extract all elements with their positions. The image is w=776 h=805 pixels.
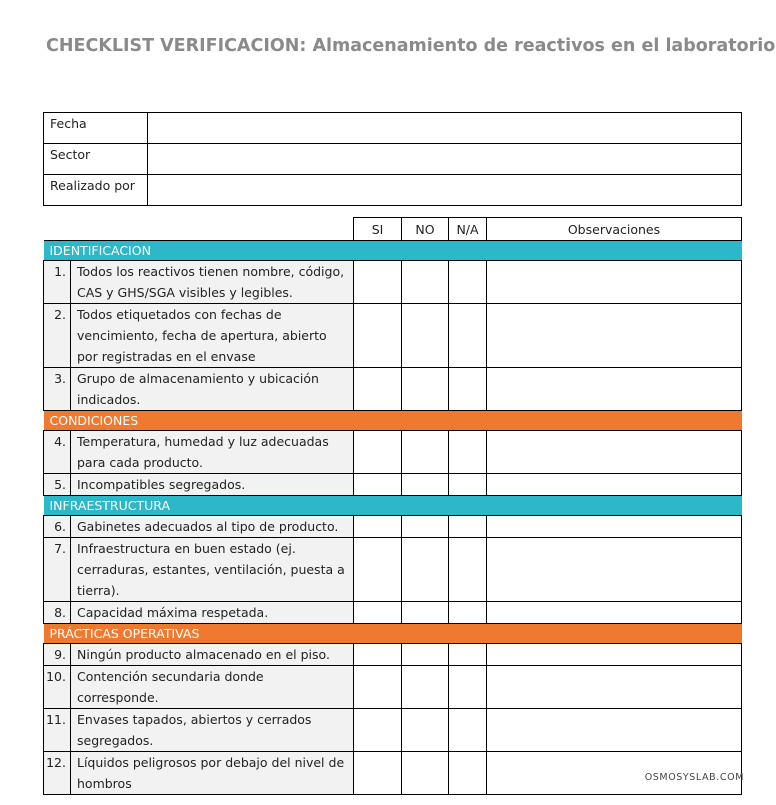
observaciones-cell[interactable]: [487, 304, 742, 368]
item-number: 11.: [44, 709, 71, 752]
na-cell[interactable]: [449, 602, 487, 624]
page-title: CHECKLIST VERIFICACION: Almacenamiento de reactivos en el laboratorio: [46, 36, 776, 56]
item-number: 6.: [44, 516, 71, 538]
si-cell[interactable]: [354, 752, 402, 795]
no-cell[interactable]: [402, 538, 449, 602]
no-cell[interactable]: [402, 709, 449, 752]
na-cell[interactable]: [449, 538, 487, 602]
observaciones-cell[interactable]: [487, 516, 742, 538]
si-cell[interactable]: [354, 516, 402, 538]
na-cell[interactable]: [449, 261, 487, 304]
observaciones-cell[interactable]: [487, 709, 742, 752]
observaciones-cell[interactable]: [487, 261, 742, 304]
section-title: CONDICIONES: [44, 411, 742, 431]
na-cell[interactable]: [449, 516, 487, 538]
info-field-realizado[interactable]: [148, 175, 742, 206]
item-number: 7.: [44, 538, 71, 602]
item-number: 1.: [44, 261, 71, 304]
item-number: 3.: [44, 368, 71, 411]
no-cell[interactable]: [402, 644, 449, 666]
observaciones-cell[interactable]: [487, 666, 742, 709]
checklist-table: [43, 217, 742, 795]
si-cell[interactable]: [354, 602, 402, 624]
item-text: Ningún producto almacenado en el piso.: [71, 644, 354, 666]
info-row-sector: [44, 144, 742, 175]
observaciones-cell[interactable]: [487, 644, 742, 666]
checklist-item-row: [44, 602, 742, 624]
info-row-fecha: [44, 113, 742, 144]
checklist-item-row: [44, 304, 742, 368]
no-cell[interactable]: [402, 602, 449, 624]
checklist-item-row: [44, 644, 742, 666]
header-blank: [44, 218, 354, 241]
info-label-sector: Sector: [44, 144, 148, 175]
na-cell[interactable]: [449, 752, 487, 795]
si-cell[interactable]: [354, 666, 402, 709]
si-cell[interactable]: [354, 644, 402, 666]
checklist-item-row: [44, 431, 742, 474]
no-cell[interactable]: [402, 516, 449, 538]
item-text: Temperatura, humedad y luz adecuadas para cada producto.: [71, 431, 354, 474]
info-field-sector[interactable]: [148, 144, 742, 175]
si-cell[interactable]: [354, 538, 402, 602]
footer-brand: OSMOSYSLAB.COM: [644, 772, 744, 783]
item-number: 12.: [44, 752, 71, 795]
na-cell[interactable]: [449, 474, 487, 496]
item-text: Contención secundaria donde corresponde.: [71, 666, 354, 709]
observaciones-cell[interactable]: [487, 431, 742, 474]
checklist-item-row: [44, 666, 742, 709]
item-text: Incompatibles segregados.: [71, 474, 354, 496]
item-number: 5.: [44, 474, 71, 496]
item-number: 4.: [44, 431, 71, 474]
si-cell[interactable]: [354, 709, 402, 752]
item-number: 8.: [44, 602, 71, 624]
item-number: 2.: [44, 304, 71, 368]
observaciones-cell[interactable]: [487, 368, 742, 411]
section-title: INFRAESTRUCTURA: [44, 496, 742, 516]
section-row: [44, 624, 742, 644]
section-row: [44, 241, 742, 261]
checklist-item-row: [44, 709, 742, 752]
item-number: 9.: [44, 644, 71, 666]
no-cell[interactable]: [402, 304, 449, 368]
na-cell[interactable]: [449, 304, 487, 368]
si-cell[interactable]: [354, 368, 402, 411]
item-text: Todos los reactivos tienen nombre, código, CAS y GHS/SGA visibles y legibles.: [71, 261, 354, 304]
checklist-item-row: [44, 474, 742, 496]
si-cell[interactable]: [354, 304, 402, 368]
info-label-realizado: Realizado por: [44, 175, 148, 206]
section-row: [44, 411, 742, 431]
section-title: PRÁCTICAS OPERATIVAS: [44, 624, 742, 644]
na-cell[interactable]: [449, 709, 487, 752]
no-cell[interactable]: [402, 752, 449, 795]
checklist-item-row: [44, 752, 742, 795]
si-cell[interactable]: [354, 261, 402, 304]
info-table: [43, 112, 742, 206]
no-cell[interactable]: [402, 431, 449, 474]
section-title: IDENTIFICACION: [44, 241, 742, 261]
checklist-item-row: [44, 516, 742, 538]
item-text: Grupo de almacenamiento y ubicación indicados.: [71, 368, 354, 411]
item-text: Infraestructura en buen estado (ej. cerraduras, estantes, ventilación, puesta a tierra).: [71, 538, 354, 602]
info-label-fecha: Fecha: [44, 113, 148, 144]
checklist-item-row: [44, 538, 742, 602]
col-header-si: SI: [354, 218, 402, 241]
item-text: Líquidos peligrosos por debajo del nivel de hombros: [71, 752, 354, 795]
no-cell[interactable]: [402, 474, 449, 496]
info-row-realizado: [44, 175, 742, 206]
na-cell[interactable]: [449, 644, 487, 666]
checklist-item-row: [44, 368, 742, 411]
checklist-header-row: [44, 218, 742, 241]
item-text: Todos etiquetados con fechas de vencimiento, fecha de apertura, abierto por registradas en el envase: [71, 304, 354, 368]
na-cell[interactable]: [449, 431, 487, 474]
no-cell[interactable]: [402, 368, 449, 411]
item-number: 10.: [44, 666, 71, 709]
col-header-no: NO: [402, 218, 449, 241]
na-cell[interactable]: [449, 666, 487, 709]
no-cell[interactable]: [402, 261, 449, 304]
col-header-observaciones: Observaciones: [487, 218, 742, 241]
observaciones-cell[interactable]: [487, 602, 742, 624]
na-cell[interactable]: [449, 368, 487, 411]
item-text: Gabinetes adecuados al tipo de producto.: [71, 516, 354, 538]
observaciones-cell[interactable]: [487, 474, 742, 496]
info-field-fecha[interactable]: [148, 113, 742, 144]
si-cell[interactable]: [354, 431, 402, 474]
col-header-na: N/A: [449, 218, 487, 241]
observaciones-cell[interactable]: [487, 538, 742, 602]
no-cell[interactable]: [402, 666, 449, 709]
item-text: Envases tapados, abiertos y cerrados segregados.: [71, 709, 354, 752]
si-cell[interactable]: [354, 474, 402, 496]
section-row: [44, 496, 742, 516]
item-text: Capacidad máxima respetada.: [71, 602, 354, 624]
checklist-item-row: [44, 261, 742, 304]
